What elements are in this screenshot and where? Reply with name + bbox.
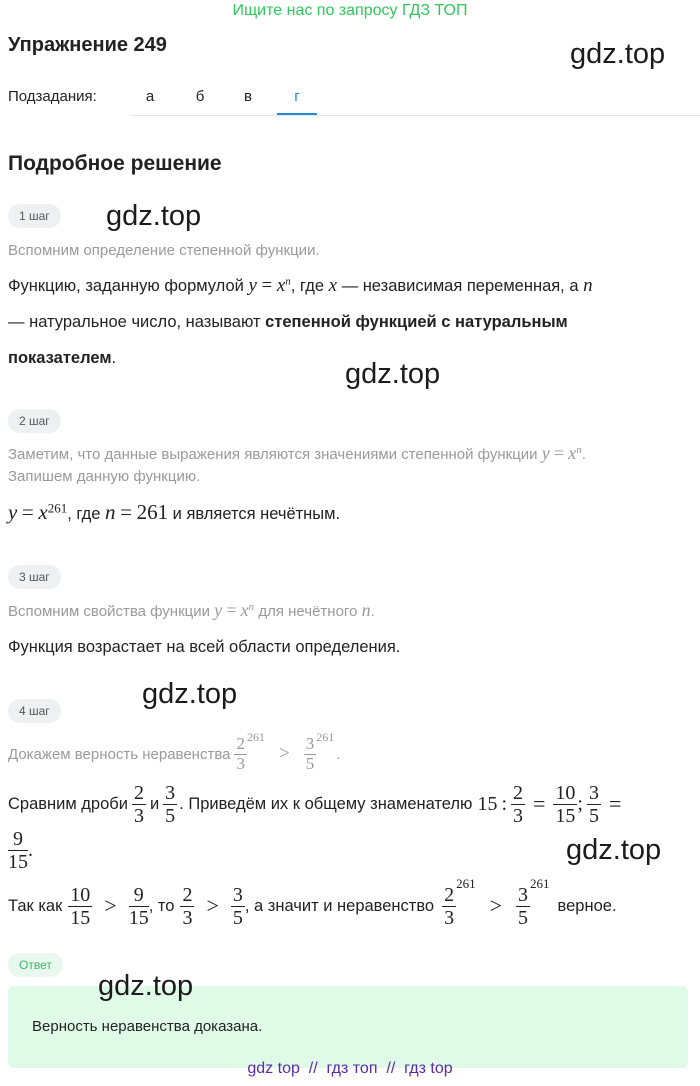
denominator: 3	[133, 804, 144, 827]
denominator: 3	[236, 753, 245, 773]
watermark: gdz.top	[142, 678, 238, 710]
fraction-10-15	[68, 884, 92, 929]
numerator: 2	[182, 883, 193, 906]
math-y: y	[214, 600, 223, 620]
tab-v[interactable]: в	[244, 88, 252, 105]
numerator: 10	[555, 781, 576, 804]
text: верное.	[557, 896, 617, 915]
fraction-9-15	[129, 884, 149, 929]
denominator: 15	[128, 906, 149, 929]
fraction-2-3	[511, 782, 525, 827]
denominator: 5	[232, 906, 243, 929]
step-2-formula	[8, 500, 340, 525]
step-1-badge: 1 шаг	[8, 204, 61, 228]
text: Сравним дроби	[8, 794, 128, 813]
text: для нечётного	[258, 603, 358, 620]
fraction-9-15	[8, 828, 28, 873]
numerator: 3	[588, 781, 599, 804]
denominator: 3	[444, 906, 455, 929]
active-tab-indicator	[277, 113, 317, 115]
numerator: 3	[232, 883, 243, 906]
denominator: 5	[305, 753, 315, 773]
step-1-line-3	[8, 349, 116, 368]
denominator: 5	[165, 804, 176, 827]
answer-text: Верность неравенства доказана.	[32, 1018, 263, 1035]
math-dot: .	[28, 838, 33, 861]
denominator: 5	[588, 804, 599, 827]
exponent: 261	[456, 876, 476, 891]
text: — натуральное число, называют	[8, 313, 261, 331]
step-1-line-1	[8, 275, 698, 297]
math-gt: >	[278, 743, 290, 764]
text: и является нечётным.	[168, 505, 341, 523]
step-2-hint	[8, 443, 586, 464]
step-3-badge: 3 шаг	[8, 565, 61, 589]
math-x: x	[240, 600, 249, 620]
step-1-line-2	[8, 313, 568, 332]
math-n: n	[285, 275, 291, 288]
text: .	[111, 349, 117, 367]
denominator: 3	[182, 906, 193, 929]
numerator: 3	[518, 883, 529, 906]
fraction-10-15	[553, 782, 577, 827]
step-3-text: Функция возрастает на всей области определения.	[8, 638, 401, 656]
bold-term: степенной функцией с натуральным	[265, 313, 568, 331]
numerator: 9	[129, 884, 149, 907]
text: Так как	[8, 896, 63, 915]
fraction-3-5	[304, 735, 317, 773]
text: Вспомним свойства функции	[8, 603, 210, 620]
math-n: n	[248, 601, 255, 613]
text: , а значит и неравенство	[244, 896, 435, 915]
text: Функцию, заданную формулой	[8, 277, 244, 295]
text: .	[370, 603, 375, 620]
fraction-3-5	[587, 782, 601, 827]
math-eq: =	[553, 443, 565, 463]
math-gt: >	[489, 893, 503, 918]
fraction-2-3	[234, 735, 247, 773]
text: , где	[290, 277, 324, 295]
page-title: Упражнение 249	[8, 34, 167, 56]
math-eq: =	[226, 600, 237, 620]
denominator: 15	[555, 804, 576, 827]
math-n: n	[361, 600, 371, 620]
math-y: y	[541, 443, 550, 463]
tab-b[interactable]: б	[195, 88, 205, 105]
math-y: y	[8, 500, 18, 524]
math-number: 15	[477, 792, 498, 815]
bold-term: показателем	[8, 349, 112, 367]
subtasks-label: Подзадания:	[8, 88, 97, 105]
math-exponent: 261	[47, 500, 68, 516]
watermark: gdz.top	[566, 834, 662, 866]
math-semicolon: ;	[577, 792, 583, 815]
math-gt: >	[104, 893, 117, 918]
math-x: x	[568, 443, 577, 463]
text: Докажем верность неравенства	[8, 745, 231, 763]
exponent: 261	[316, 730, 335, 744]
numerator: 3	[305, 733, 315, 753]
step-4-line-2	[8, 824, 33, 876]
math-x: x	[328, 275, 338, 296]
math-n: n	[576, 444, 582, 456]
text: .	[581, 446, 586, 463]
step-2-hint-2: Запишем данную функцию.	[8, 468, 201, 485]
fraction-2-3	[442, 884, 456, 929]
math-y: y	[248, 275, 257, 296]
fraction-2-3	[132, 782, 146, 827]
math-n: n	[583, 275, 593, 296]
step-1-hint: Вспомним определение степенной функции.	[8, 242, 320, 259]
math-gt: >	[206, 893, 219, 918]
math-n: n	[105, 500, 116, 524]
denominator: 5	[518, 906, 529, 929]
tab-a[interactable]: а	[145, 88, 155, 105]
step-4-hint	[8, 730, 340, 778]
answer-badge: Ответ	[8, 953, 63, 977]
solution-heading: Подробное решение	[8, 152, 222, 175]
tab-g[interactable]: г	[294, 88, 300, 105]
math-eq: =	[120, 500, 132, 524]
math-x: x	[38, 500, 48, 524]
numerator: 10	[70, 883, 91, 906]
denominator: 15	[8, 850, 28, 873]
watermark: gdz.top	[106, 200, 202, 232]
math-eq: =	[608, 791, 622, 816]
math-x: x	[276, 275, 286, 296]
step-4-line-1	[8, 776, 621, 832]
text: Заметим, что данные выражения являются значениями степенной функции	[8, 446, 538, 463]
math-eq: =	[21, 500, 34, 524]
tabs-divider	[130, 115, 700, 116]
text: , где	[67, 505, 101, 523]
numerator: 2	[444, 883, 455, 906]
promo-banner[interactable]: Ищите нас по запросу ГДЗ ТОП	[232, 2, 468, 19]
step-4-badge: 4 шаг	[8, 699, 61, 723]
numerator: 2	[236, 733, 245, 753]
exponent: 261	[530, 876, 550, 891]
numerator: 3	[165, 781, 176, 804]
fraction-3-5	[231, 884, 245, 929]
math-number: 261	[136, 500, 169, 524]
watermark: gdz.top	[345, 358, 441, 390]
watermark: gdz.top	[98, 970, 194, 1002]
text: .	[336, 745, 341, 763]
fraction-3-5	[163, 782, 177, 827]
denominator: 15	[70, 906, 91, 929]
fraction-3-5	[516, 884, 530, 929]
numerator: 2	[513, 781, 523, 804]
watermark: gdz.top	[570, 38, 666, 70]
text: , то	[148, 896, 175, 915]
math-eq: =	[261, 275, 273, 296]
text: — независимая переменная, а	[337, 277, 579, 295]
math-colon: :	[501, 792, 507, 815]
denominator: 3	[513, 804, 523, 827]
footer-links[interactable]: gdz top // гдз топ // гдз top	[247, 1060, 453, 1077]
math-eq: =	[533, 791, 546, 816]
step-2-badge: 2 шаг	[8, 409, 61, 433]
step-4-line-3	[8, 876, 617, 936]
step-3-hint	[8, 600, 375, 621]
text: . Приведём их к общему знаменателю	[179, 794, 473, 813]
numerator: 2	[133, 781, 144, 804]
numerator: 9	[8, 828, 28, 851]
exponent: 261	[246, 730, 265, 744]
fraction-2-3	[180, 884, 194, 929]
text: и	[149, 794, 160, 813]
